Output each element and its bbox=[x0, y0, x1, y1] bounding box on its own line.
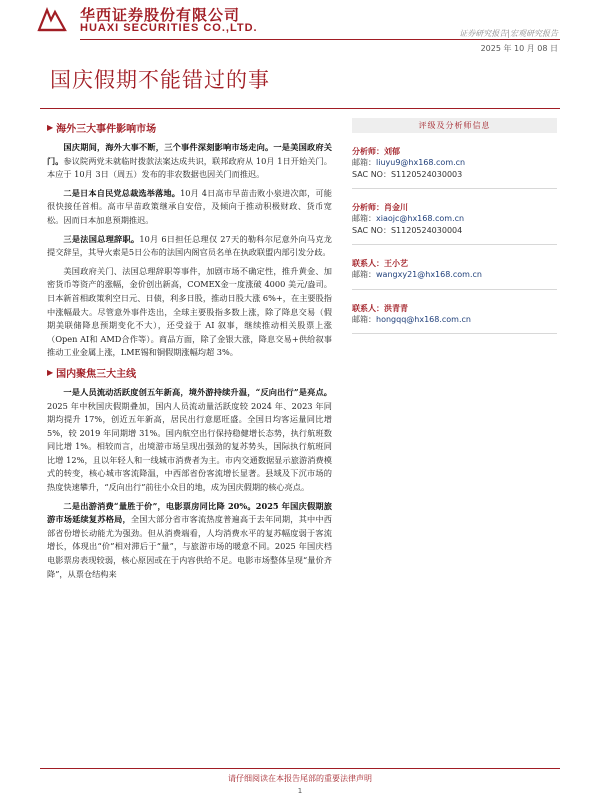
email-link[interactable]: wangxy21@hx168.com.cn bbox=[376, 270, 482, 279]
company-name-cn: 华西证券股份有限公司 bbox=[80, 6, 241, 24]
email-link[interactable]: hongqq@hx168.com.cn bbox=[376, 314, 471, 324]
paragraph: 二是日本自民党总裁选举落地。10月 4日高市早苗击败小泉进次郎，可能很快接任首相。高市早苗政策继承自安倍，及倾向于推动积极财政、货币宽松。因而日本加息预期推迟。 bbox=[47, 187, 332, 225]
legal-notice: 请仔细阅读在本报告尾部的重要法律声明 bbox=[228, 774, 372, 783]
paragraph: 三是法国总理辞职。10月 6日担任总理仅 27天的勒科尔尼意外向马克龙提交辞呈，其导火索是5日公布的法国内阁官员名单在执政联盟内部引发分歧。 bbox=[47, 233, 332, 258]
contact-email: 邮箱：hongqq@hx168.com.cn bbox=[352, 314, 471, 324]
paragraph: 二是出游消费“量胜于价”，电影票房同比降 20%。2025 年国庆假期旅游市场延续复苏格局，全国大部分省市客流热度普遍高于去年同期，其中中西部省份增长动能尤为强劲。但从消费端看，人均消费水平的复苏幅度弱于客流增长，体现出“价”相对滞后于“量”，与旅游市场的暖意不同。2025 年国庆档电影票房表现较弱，核心原因或在于内容供给不足。电影市场整体呈现“量价齐降”，从票仓结构来 bbox=[47, 500, 332, 579]
analyst-sac: SAC NO：S1120524030004 bbox=[352, 225, 463, 235]
company-logo-icon bbox=[37, 6, 67, 32]
header-divider bbox=[80, 39, 560, 40]
contact-email: 邮箱：wangxy21@hx168.com.cn bbox=[352, 270, 482, 279]
email-link[interactable]: liuyu9@hx168.com.cn bbox=[376, 158, 466, 167]
contact-name: 联系人：王小艺 bbox=[352, 258, 408, 268]
main-column bbox=[47, 118, 332, 586]
triangle-bullet-icon: ▶ bbox=[47, 367, 54, 377]
analyst-card bbox=[352, 201, 557, 245]
paragraph: 美国政府关门、法国总理辞职等事件，加剧市场不确定性，推升黄金、加密货币等资产的涨幅，金价创出新高，COMEX金一度涨破 4000 美元/盎司。日本新首相政策利空日元、日债，利多日股，推动日股大涨 6%+，在主要股指中涨幅最大。尽管意外事件迭出，全球主要股指多数上涨，除了降息交易（假期美联储降息预期变化不大），还受益于 AI 叙事，继续推动相关股票上涨（Open AI和 AMD合作等）。商品方面，除了金银大涨，降息交易+供给叙事推动工业金属上涨，LME锡和铜假期涨幅均超 3%。 bbox=[47, 265, 332, 358]
paragraph: 国庆期间，海外大事不断，三个事件深刻影响市场走向。一是美国政府关门。参议院两党未就临时拨款法案达成共识，联邦政府从 10月 1日开始关门。本应于 10月 3日（周五）发布的非农数据也因关门而推迟。 bbox=[47, 142, 332, 180]
section-overseas bbox=[47, 120, 332, 360]
analyst-card bbox=[352, 145, 557, 189]
triangle-bullet-icon: ▶ bbox=[47, 123, 54, 132]
paragraph: 一是人员流动活跃度创五年新高，境外游持续升温，“反向出行”是亮点。2025 年中秋国庆假期叠加，国内人员流动量活跃度较 2024 年、2023 年同期均提升 17%，创近五年新高，居民出行意愿旺盛。全国日均客运量同比增 5%，较 2019 年同期增 31%。国内航空出行保持稳健增长态势，执行航班数同比增 1%。相较而言，出境游市场呈现出强劲的复苏势头，国际执行航班同比增 12%，且以年轻人和一线城市消费者为主。市内交通数据显示旅游消费模式的转变，核心城市客流降温，中西部省份客流增长显著。县域及下沉市场的热度快速攀升，“反向出行”前往小众目的地，成为国庆假期的核心亮点。 bbox=[47, 386, 332, 493]
analyst-email: 邮箱：xiaojc@hx168.com.cn bbox=[352, 214, 465, 223]
analyst-name: 分析师：刘郁 bbox=[352, 146, 400, 156]
footer-divider bbox=[40, 768, 560, 769]
analyst-sidebar bbox=[352, 118, 557, 334]
page-number: 1 bbox=[297, 787, 303, 795]
report-type: 证券研究报告|宏观研究报告 bbox=[459, 29, 558, 38]
section-domestic bbox=[47, 365, 332, 581]
company-name-en: HUAXI SECURITIES CO.,LTD. bbox=[80, 22, 258, 34]
email-link[interactable]: xiaojc@hx168.com.cn bbox=[376, 214, 465, 223]
section-heading: ▶ 海外三大事件影响市场 bbox=[47, 123, 157, 135]
analyst-name: 分析师：肖金川 bbox=[352, 202, 408, 212]
section-heading: ▶ 国内聚焦三大主线 bbox=[47, 367, 137, 380]
analyst-email: 邮箱：liuyu9@hx168.com.cn bbox=[352, 158, 466, 167]
report-date: 2025 年 10 月 08 日 bbox=[480, 44, 558, 53]
contact-card bbox=[352, 257, 557, 290]
contact-card bbox=[352, 302, 557, 335]
analyst-sac: SAC NO：S1120524030003 bbox=[352, 169, 463, 179]
document-title: 国庆假期不能错过的事 bbox=[50, 68, 270, 92]
contact-name: 联系人：洪青青 bbox=[352, 302, 408, 313]
title-divider bbox=[40, 108, 560, 109]
sidebar-heading: 评级及分析师信息 bbox=[352, 118, 557, 133]
